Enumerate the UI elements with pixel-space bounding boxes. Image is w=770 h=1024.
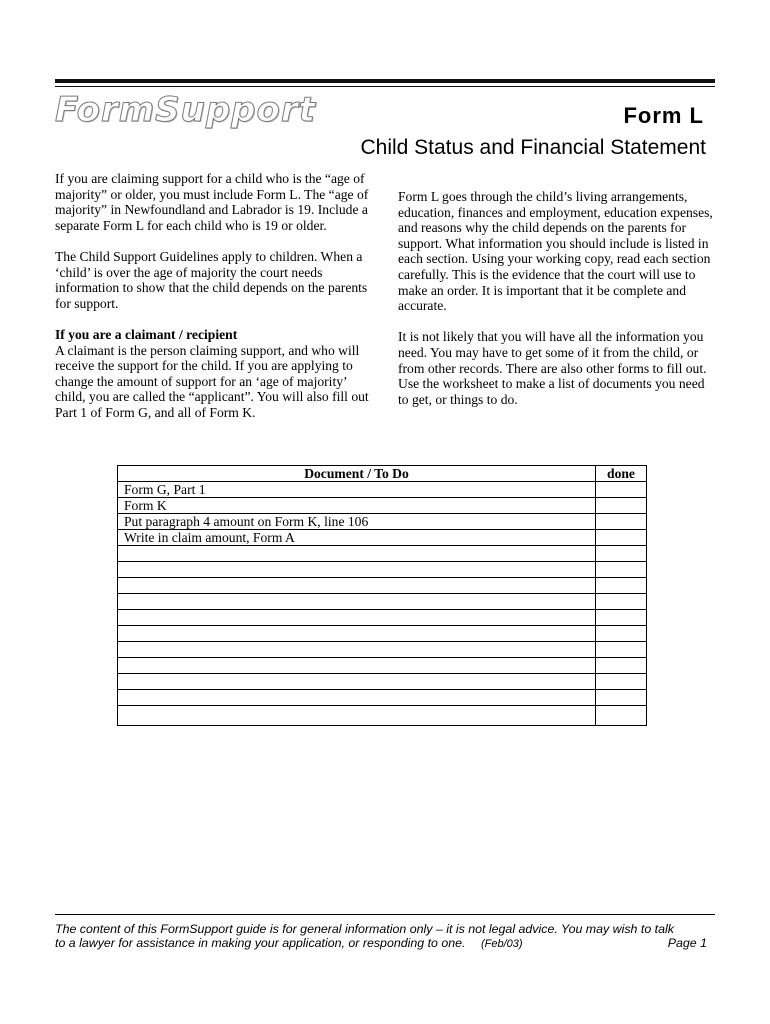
todo-table: [117, 465, 647, 726]
left-column: [55, 171, 371, 436]
intro-paragraph: If you are claiming support for a child who is the “age of majority” or older, you must include Form L. The “age of majority” in Newfoundland and Labrador is 19. Include a separate Form L for each child who is 19 or older.: [55, 171, 369, 233]
table-row: [118, 578, 647, 594]
table-header-row: [118, 466, 647, 482]
footer-disclaimer-line2: to a lawyer for assistance in making your application, or responding to one.: [55, 936, 466, 951]
document-cell[interactable]: Form K: [118, 498, 596, 514]
footer-disclaimer-line1: The content of this FormSupport guide is for general information only – it is not legal advice. You may wish to talk: [55, 922, 674, 936]
table-row: [118, 642, 647, 658]
done-cell[interactable]: [596, 690, 647, 706]
header-rule-thick: [55, 79, 715, 83]
done-cell[interactable]: [596, 530, 647, 546]
footer-date: (Feb/03): [480, 938, 523, 951]
document-cell[interactable]: [118, 546, 596, 562]
done-cell[interactable]: [596, 546, 647, 562]
document-cell[interactable]: Write in claim amount, Form A: [118, 530, 596, 546]
document-cell[interactable]: [118, 594, 596, 610]
claimant-paragraph: A claimant is the person claiming support, and who will receive the support for the child. If you are applying to change the amount of support for an ‘age of majority’ child, you are called the “applicant”. You will also fill out Part 1 of Form G, and all of Form K.: [55, 342, 369, 420]
table-row: [118, 610, 647, 626]
document-cell[interactable]: [118, 674, 596, 690]
document-cell[interactable]: [118, 658, 596, 674]
footer-rule: [55, 914, 715, 915]
done-cell[interactable]: [596, 674, 647, 690]
done-cell[interactable]: [596, 578, 647, 594]
done-cell[interactable]: [596, 642, 647, 658]
done-cell[interactable]: [596, 706, 647, 726]
page-number: Page 1: [667, 936, 707, 951]
table-row: [118, 706, 647, 726]
footer: [55, 922, 707, 952]
table-row: [118, 674, 647, 690]
done-cell[interactable]: [596, 658, 647, 674]
header-rule-thin: [55, 86, 715, 87]
done-cell[interactable]: [596, 594, 647, 610]
brand-logo: FormSupport: [55, 90, 316, 130]
document-cell[interactable]: [118, 562, 596, 578]
table-row: [118, 514, 647, 530]
information-paragraph: It is not likely that you will have all the information you need. You may have to get some of it from the child, or from other records. There are also other forms to fill out. Use the worksheet to make a list of documents you need to get, or things to do.: [398, 329, 707, 407]
form-id: Form L: [623, 103, 704, 128]
claimant-heading: If you are a claimant / recipient: [55, 326, 238, 342]
table-row: [118, 594, 647, 610]
table-row: [118, 658, 647, 674]
table-row: [118, 498, 647, 514]
table-row: [118, 546, 647, 562]
done-cell[interactable]: [596, 562, 647, 578]
table-row: [118, 530, 647, 546]
document-cell[interactable]: [118, 626, 596, 642]
done-cell[interactable]: [596, 626, 647, 642]
column-header-document: Document / To Do: [118, 466, 596, 482]
table-row: [118, 690, 647, 706]
page-title: Child Status and Financial Statement: [360, 136, 706, 159]
document-cell[interactable]: Put paragraph 4 amount on Form K, line 106: [118, 514, 596, 530]
document-cell[interactable]: [118, 690, 596, 706]
table-row: [118, 562, 647, 578]
right-column: [398, 189, 716, 423]
document-cell[interactable]: Form G, Part 1: [118, 482, 596, 498]
table-row: [118, 482, 647, 498]
overview-paragraph: Form L goes through the child’s living arrangements, education, finances and employment, education expenses, and reasons why the child depends on the parents for support. What information you should include is listed in each section. Using your working copy, read each section carefully. This is the evidence that the court will use to make an order. It is important that it be complete and accurate.: [398, 189, 713, 314]
column-header-done: done: [596, 466, 647, 482]
table-row: [118, 626, 647, 642]
document-cell[interactable]: [118, 578, 596, 594]
document-cell[interactable]: [118, 610, 596, 626]
done-cell[interactable]: [596, 498, 647, 514]
document-cell[interactable]: [118, 642, 596, 658]
document-cell[interactable]: [118, 706, 596, 726]
guidelines-paragraph: The Child Support Guidelines apply to children. When a ‘child’ is over the age of majority the court needs information to show that the child depends on the parents for support.: [55, 248, 368, 311]
done-cell[interactable]: [596, 514, 647, 530]
done-cell[interactable]: [596, 610, 647, 626]
done-cell[interactable]: [596, 482, 647, 498]
